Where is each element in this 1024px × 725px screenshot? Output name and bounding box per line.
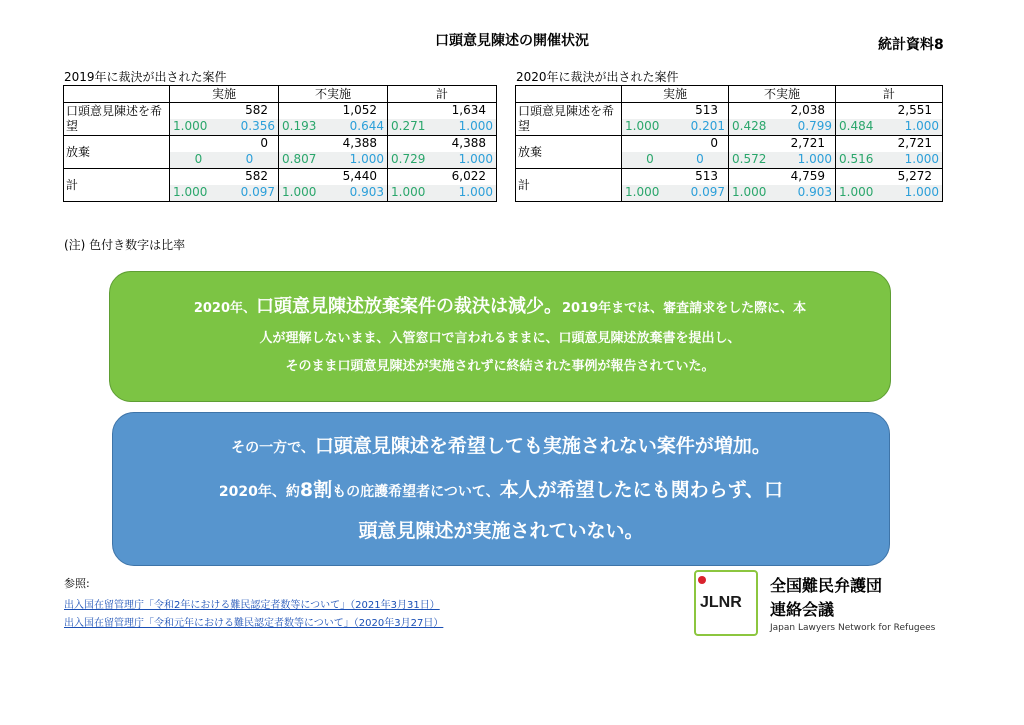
- table-cell: 513 1.000 0.097: [622, 169, 729, 202]
- table-row: [64, 169, 497, 202]
- header-total: 計: [388, 86, 497, 103]
- summary-box-green: [109, 271, 891, 402]
- table-cell: 0 0 0: [622, 136, 729, 169]
- row-label-total: 計: [64, 169, 170, 202]
- table-header-row: [516, 86, 943, 103]
- box2-line1: その一方で、口頭意見陳述を希望しても実施されない案件が増加。: [231, 435, 771, 457]
- table-row: [516, 169, 943, 202]
- header-not-implemented: 不実施: [729, 86, 836, 103]
- table-cell: 6,022 1.000 1.000: [388, 169, 497, 202]
- table-2020-caption: 2020年に裁決が出された案件: [516, 70, 679, 84]
- table-row: [64, 103, 497, 136]
- row-label-request: 口頭意見陳述を希望: [516, 103, 622, 136]
- header-implemented: 実施: [170, 86, 279, 103]
- table-row: [516, 103, 943, 136]
- header-not-implemented: 不実施: [279, 86, 388, 103]
- row-label-total: 計: [516, 169, 622, 202]
- row-label-waiver: 放棄: [64, 136, 170, 169]
- header-empty: [516, 86, 622, 103]
- page-title: 口頭意見陳述の開催状況: [435, 33, 589, 49]
- logo-red-dot-icon: [698, 576, 706, 584]
- box1-line3: そのまま口頭意見陳述が実施されずに終結された事例が報告されていた。: [285, 359, 715, 374]
- box1-line2: 人が理解しないまま、入管窓口で言われるままに、口頭意見陳述放棄書を提出し、: [259, 331, 741, 346]
- table-header-row: [64, 86, 497, 103]
- table-cell: 2,551 0.484 1.000: [836, 103, 943, 136]
- row-label-waiver: 放棄: [516, 136, 622, 169]
- logo-text: JLNR: [700, 594, 742, 611]
- table-cell: 1,634 0.271 1.000: [388, 103, 497, 136]
- table-row: [516, 136, 943, 169]
- table-cell: 582 1.000 0.097: [170, 169, 279, 202]
- row-label-request: 口頭意見陳述を希望: [64, 103, 170, 136]
- table-cell: 4,388 0.729 1.000: [388, 136, 497, 169]
- document-number: 統計資料8: [878, 37, 944, 53]
- reference-link-2021[interactable]: 出入国在留管理庁「令和2年における難民認定者数等について」（2021年3月31日）: [64, 600, 440, 611]
- table-cell: 2,721 0.572 1.000: [729, 136, 836, 169]
- table-2020: [515, 85, 943, 202]
- table-cell: 2,721 0.516 1.000: [836, 136, 943, 169]
- org-name-line1: 全国難民弁護団: [770, 576, 883, 595]
- summary-box-blue: [112, 412, 890, 566]
- box2-line2: 2020年、約8割もの庇護希望者について、本人が希望したにも関わらず、口: [218, 479, 784, 501]
- jlnr-logo: [694, 570, 758, 636]
- table-2019: [63, 85, 497, 202]
- header-implemented: 実施: [622, 86, 729, 103]
- org-name-english: Japan Lawyers Network for Refugees: [770, 623, 936, 633]
- table-cell: 513 1.000 0.201: [622, 103, 729, 136]
- header-empty: [64, 86, 170, 103]
- table-cell: 2,038 0.428 0.799: [729, 103, 836, 136]
- table-cell: 1,052 0.193 0.644: [279, 103, 388, 136]
- header-total: 計: [836, 86, 943, 103]
- table-cell: 4,759 1.000 0.903: [729, 169, 836, 202]
- box2-line3: 頭意見陳述が実施されていない。: [358, 520, 644, 542]
- box1-line1: 2020年、口頭意見陳述放棄案件の裁決は減少。2019年までは、審査請求をした際に、本: [193, 296, 807, 317]
- table-cell: 4,388 0.807 1.000: [279, 136, 388, 169]
- table-cell: 5,440 1.000 0.903: [279, 169, 388, 202]
- references-label: 参照:: [64, 577, 90, 590]
- table-row: [64, 136, 497, 169]
- table-cell: 0 0 0: [170, 136, 279, 169]
- table-cell: 582 1.000 0.356: [170, 103, 279, 136]
- color-note: (注) 色付き数字は比率: [64, 238, 186, 252]
- org-name-line2: 連絡会議: [770, 600, 835, 619]
- table-2019-caption: 2019年に裁決が出された案件: [64, 70, 227, 84]
- reference-link-2020[interactable]: 出入国在留管理庁「令和元年における難民認定者数等について」（2020年3月27日）: [64, 618, 444, 629]
- table-cell: 5,272 1.000 1.000: [836, 169, 943, 202]
